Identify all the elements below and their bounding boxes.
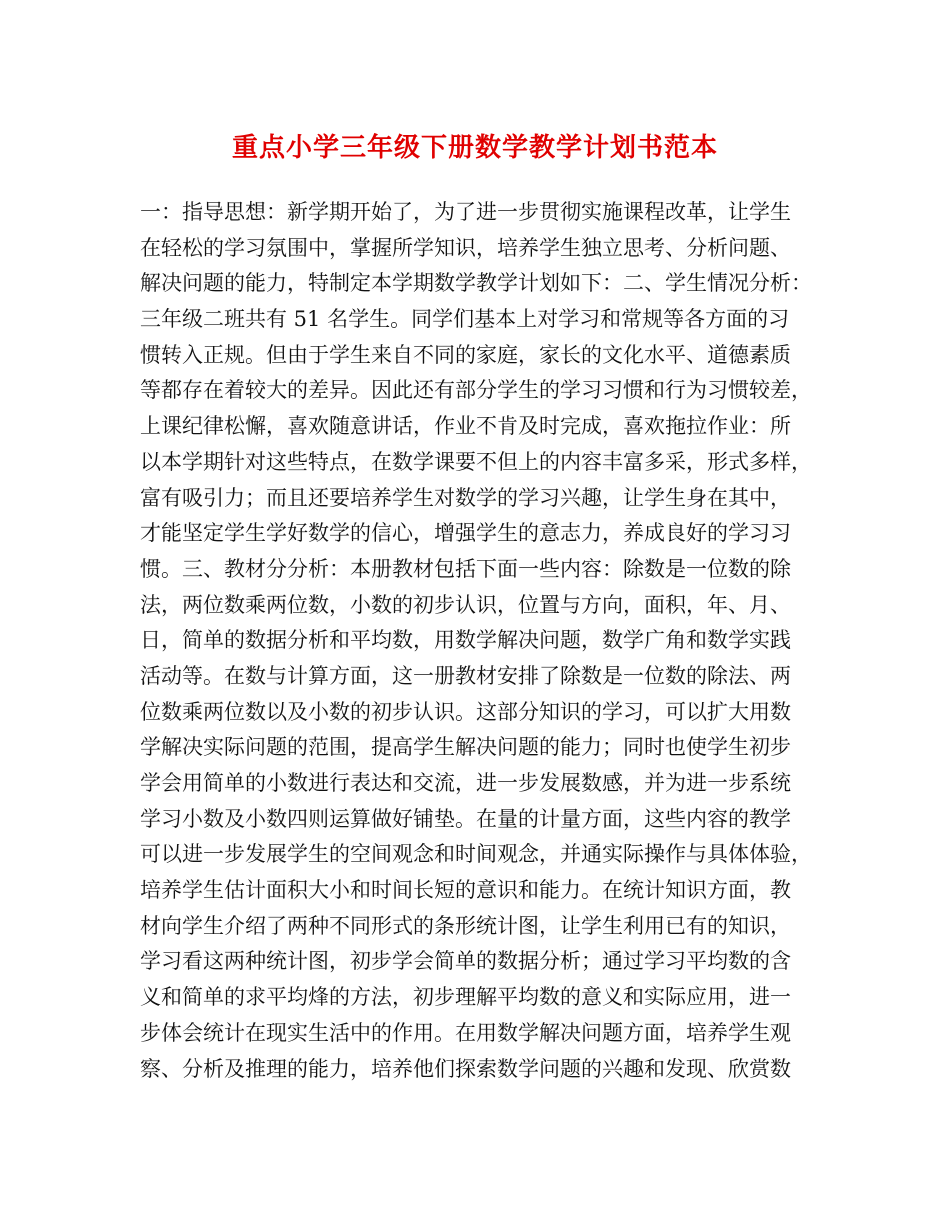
body-line: 在轻松的学习氛围中，掌握所学知识，培养学生独立思考、分析问题、 [140, 235, 791, 260]
body-line: 以本学期针对这些特点，在数学课要不但上的内容丰富多采，形式多样， [140, 449, 812, 474]
body-line: 材向学生介绍了两种不同形式的条形统计图，让学生利用已有的知识， [140, 913, 791, 938]
body-line: 等都存在着较大的差异。因此还有部分学生的学习习惯和行为习惯较差， [140, 378, 812, 403]
body-line: 上课纪律松懈，喜欢随意讲话，作业不肯及时完成，喜欢拖拉作业：所 [140, 414, 791, 439]
body-line: 可以进一步发展学生的空间观念和时间观念，并通实际操作与具体体验， [140, 842, 812, 867]
body-line: 察、分析及推理的能力，培养他们探索数学问题的兴趣和发现、欣赏数 [140, 1056, 791, 1081]
document-body [140, 195, 815, 1087]
body-line: 才能坚定学生学好数学的信心，增强学生的意志力，养成良好的学习习 [140, 521, 791, 546]
body-line: 活动等。在数与计算方面，这一册教材安排了除数是一位数的除法、两 [140, 663, 791, 688]
body-line: 富有吸引力；而且还要培养学生对数学的学习兴趣，让学生身在其中， [140, 485, 791, 510]
body-line: 学习小数及小数四则运算做好铺垫。在量的计量方面，这些内容的教学 [140, 806, 791, 831]
body-line: 学习看这两种统计图，初步学会简单的数据分析；通过学习平均数的含 [140, 949, 791, 974]
body-line: 解决问题的能力，特制定本学期数学教学计划如下：二、学生情况分析： [140, 271, 812, 296]
body-line: 法，两位数乘两位数，小数的初步认识，位置与方向，面积，年、月、 [140, 592, 791, 617]
body-line: 一：指导思想：新学期开始了，为了进一步贯彻实施课程改革，让学生 [140, 200, 791, 224]
body-line: 学解决实际问题的范围，提高学生解决问题的能力；同时也使学生初步 [140, 735, 791, 760]
body-line: 惯。三、教材分分析：本册教材包括下面一些内容：除数是一位数的除 [140, 556, 791, 581]
body-line: 惯转入正规。但由于学生来自不同的家庭，家长的文化水平、道德素质 [140, 342, 791, 367]
body-line: 三年级二班共有 51 名学生。同学们基本上对学习和常规等各方面的习 [140, 307, 790, 332]
body-line: 步体会统计在现实生活中的作用。在用数学解决问题方面，培养学生观 [140, 1020, 791, 1045]
body-line: 培养学生估计面积大小和时间长短的意识和能力。在统计知识方面，教 [140, 878, 791, 903]
document-title: 重点小学三年级下册数学教学计划书范本 [231, 133, 718, 163]
body-line: 日，简单的数据分析和平均数，用数学解决问题，数学广角和数学实践 [140, 628, 791, 653]
body-line: 义和简单的求平均烽的方法，初步理解平均数的意义和实际应用，进一 [140, 985, 791, 1010]
body-line: 学会用简单的小数进行表达和交流，进一步发展数感，并为进一步系统 [140, 771, 791, 795]
body-line: 位数乘两位数以及小数的初步认识。这部分知识的学习，可以扩大用数 [140, 699, 791, 724]
